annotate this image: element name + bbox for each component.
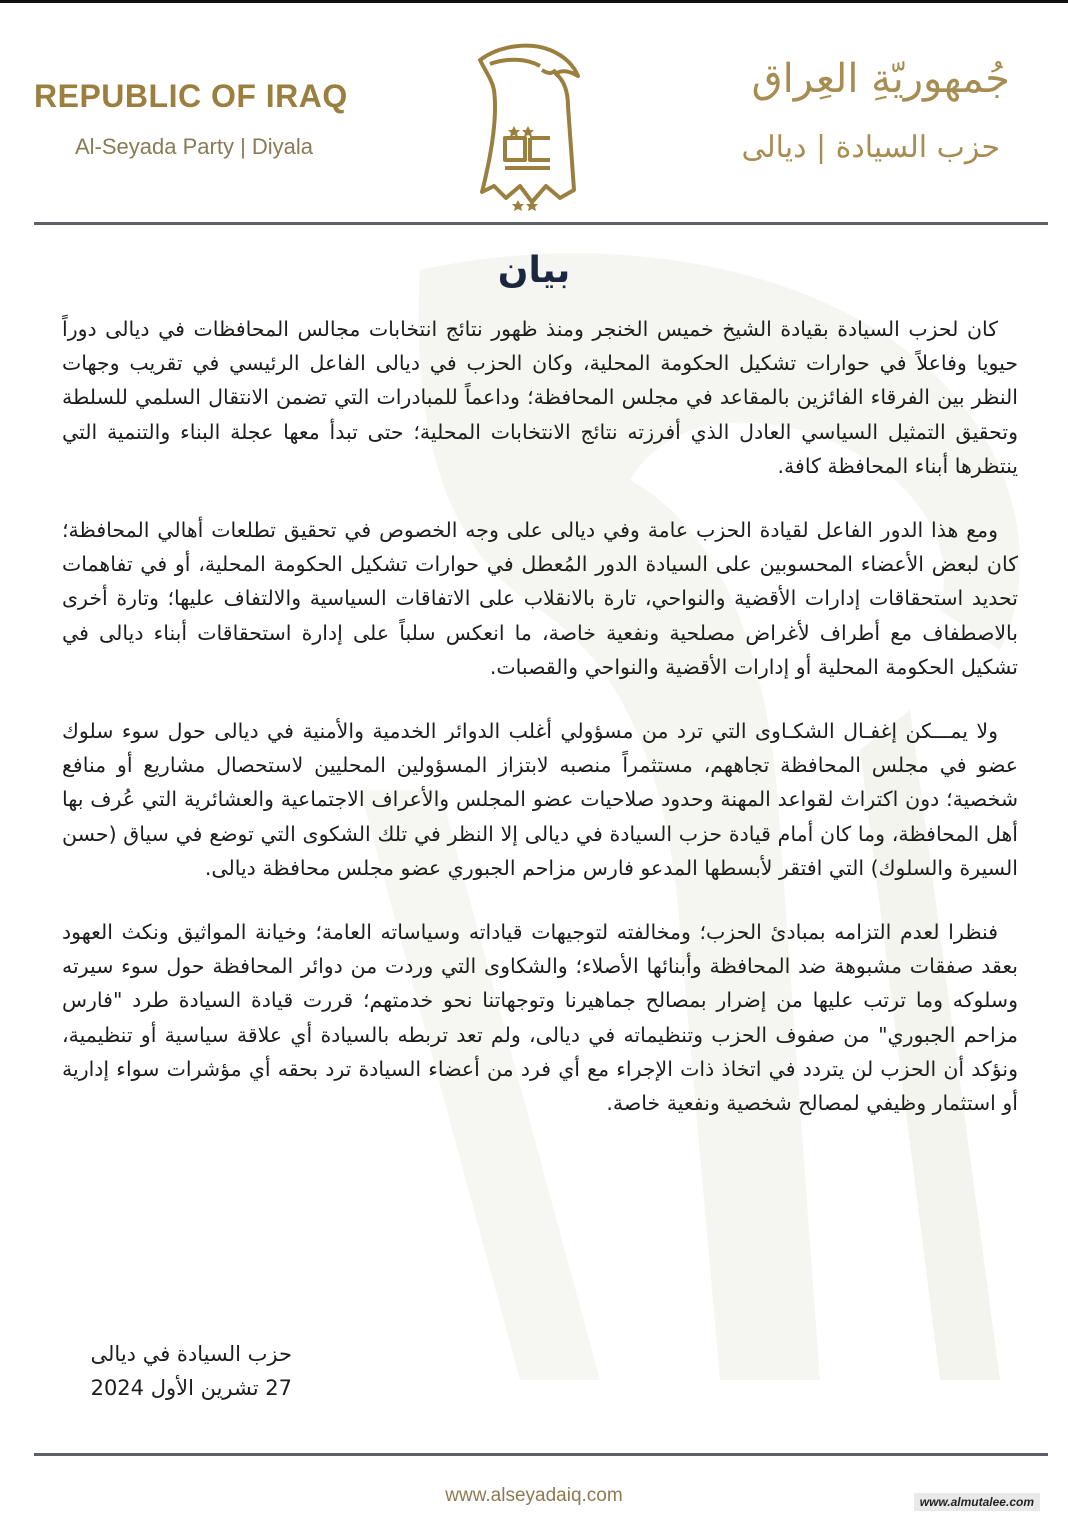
english-subtitle: Al-Seyada Party | Diyala <box>75 134 314 159</box>
signature-name: حزب السيادة في ديالى <box>90 1342 292 1366</box>
letterhead <box>0 0 1068 230</box>
document-title: بيان <box>497 250 571 291</box>
eagle-emblem-icon <box>470 40 585 215</box>
footer-divider <box>34 1453 1048 1456</box>
english-title: REPUBLIC OF IRAQ <box>34 78 348 114</box>
paragraph-2: ومع هذا الدور الفاعل لقيادة الحزب عامة وفي ديالى على وجه الخصوص في تحقيق تطلعات أهالي المحافظة؛ كان لبعض الأعضاء المحسوبين على السيادة الدور المُعطل في حوارات تشكيل الحكومة المحلية، أو في تفاهمات تحديد استحقاقات إدارات الأقضية والنواحي، تارة بالانقلاب على الاتفاقات السياسية والالتفاف عليها؛ وتارة أخرى بالاصطفاف مع أطراف لأغراض مصلحية ونفعية خاصة، ما انعكس سلباً على إدارة استحقاقات أبناء ديالى في تشكيل الحكومة المحلية أو إدارات الأقضية والنواحي والقصبات. <box>62 518 1018 679</box>
signature-block <box>62 1337 292 1405</box>
statement-body <box>62 312 1018 1150</box>
source-watermark: www.almutalee.com <box>914 1493 1040 1511</box>
signature-date: 27 تشرين الأول 2024 <box>90 1376 292 1400</box>
website-link[interactable]: www.alseyadaiq.com <box>445 1485 623 1506</box>
arabic-subtitle: حزب السيادة | ديالى <box>741 130 1000 165</box>
paragraph-3: ولا يمـــكن إغفـال الشكـاوى التي ترد من مسؤولي أغلب الدوائر الخدمية والأمنية في ديالى حول سوء سلوك عضو في مجلس المحافظة تجاههم، مستثمراً منصبه لابتزاز المسؤولين المحليين لاستحصال مشاريع أو منافع شخصية؛ دون اكتراث لقواعد المهنة وحدود صلاحيات عضو المجلس والأعراف الاجتماعية والعشائرية التي عُرف بها أهل المحافظة، وما كان أمام قيادة حزب السيادة في ديالى إلا النظر في تلك الشكوى التي توضع في سياق (حسن السيرة والسلوك) التي افتقر لأبسطها المدعو فارس مزاحم الجبوري عضو مجلس محافظة ديالى. <box>62 719 1018 880</box>
header-divider <box>34 222 1048 225</box>
paragraph-4: فنظرا لعدم التزامه بمبادئ الحزب؛ ومخالفته لتوجيهات قياداته وسياساته العامة؛ وخيانة المواثيق ونكث العهود بعقد صفقات مشبوهة ضد المحافظة وأبنائها الأصلاء؛ والشكاوى التي وردت من دوائر المحافظة حول سوء سيرته وسلوكه وما ترتب عليها من إضرار بمصالح جماهيرنا وتوجهاتنا نحو خدمتهم؛ قررت قيادة السيادة طرد "فارس مزاحم الجبوري" من صفوف الحزب وتنظيماته في ديالى، ولم تعد تربطه بالسيادة أي علاقة سياسية أو تنظيمية، ونؤكد أن الحزب لن يتردد في اتخاذ ذات الإجراء مع أي فرد من أعضاء السيادة ترد بحقه أي مؤشرات سواء إدارية أو استثمار وظيفي لمصالح شخصية ونفعية خاصة. <box>62 920 1018 1116</box>
arabic-title: جُمهوريّةِ العِراق <box>751 56 1010 102</box>
paragraph-1: كان لحزب السيادة بقيادة الشيخ خميس الخنجر ومنذ ظهور نتائج انتخابات مجالس المحافظات في ديالى دوراً حيويا وفاعلاً في حوارات تشكيل الحكومة المحلية، وكان الحزب في ديالى الفاعل الرئيسي في تقريب وجهات النظر بين الفرقاء الفائزين بالمقاعد في مجلس المحافظة؛ وداعماً للمبادرات التي تضمن الانتقال السلمي للسلطة وتحقيق التمثيل السياسي العادل الذي أفرزته نتائج الانتخابات المحلية؛ حتى تبدأ معها عجلة البناء والتنمية التي ينتظرها أبناء المحافظة كافة. <box>62 317 1018 478</box>
